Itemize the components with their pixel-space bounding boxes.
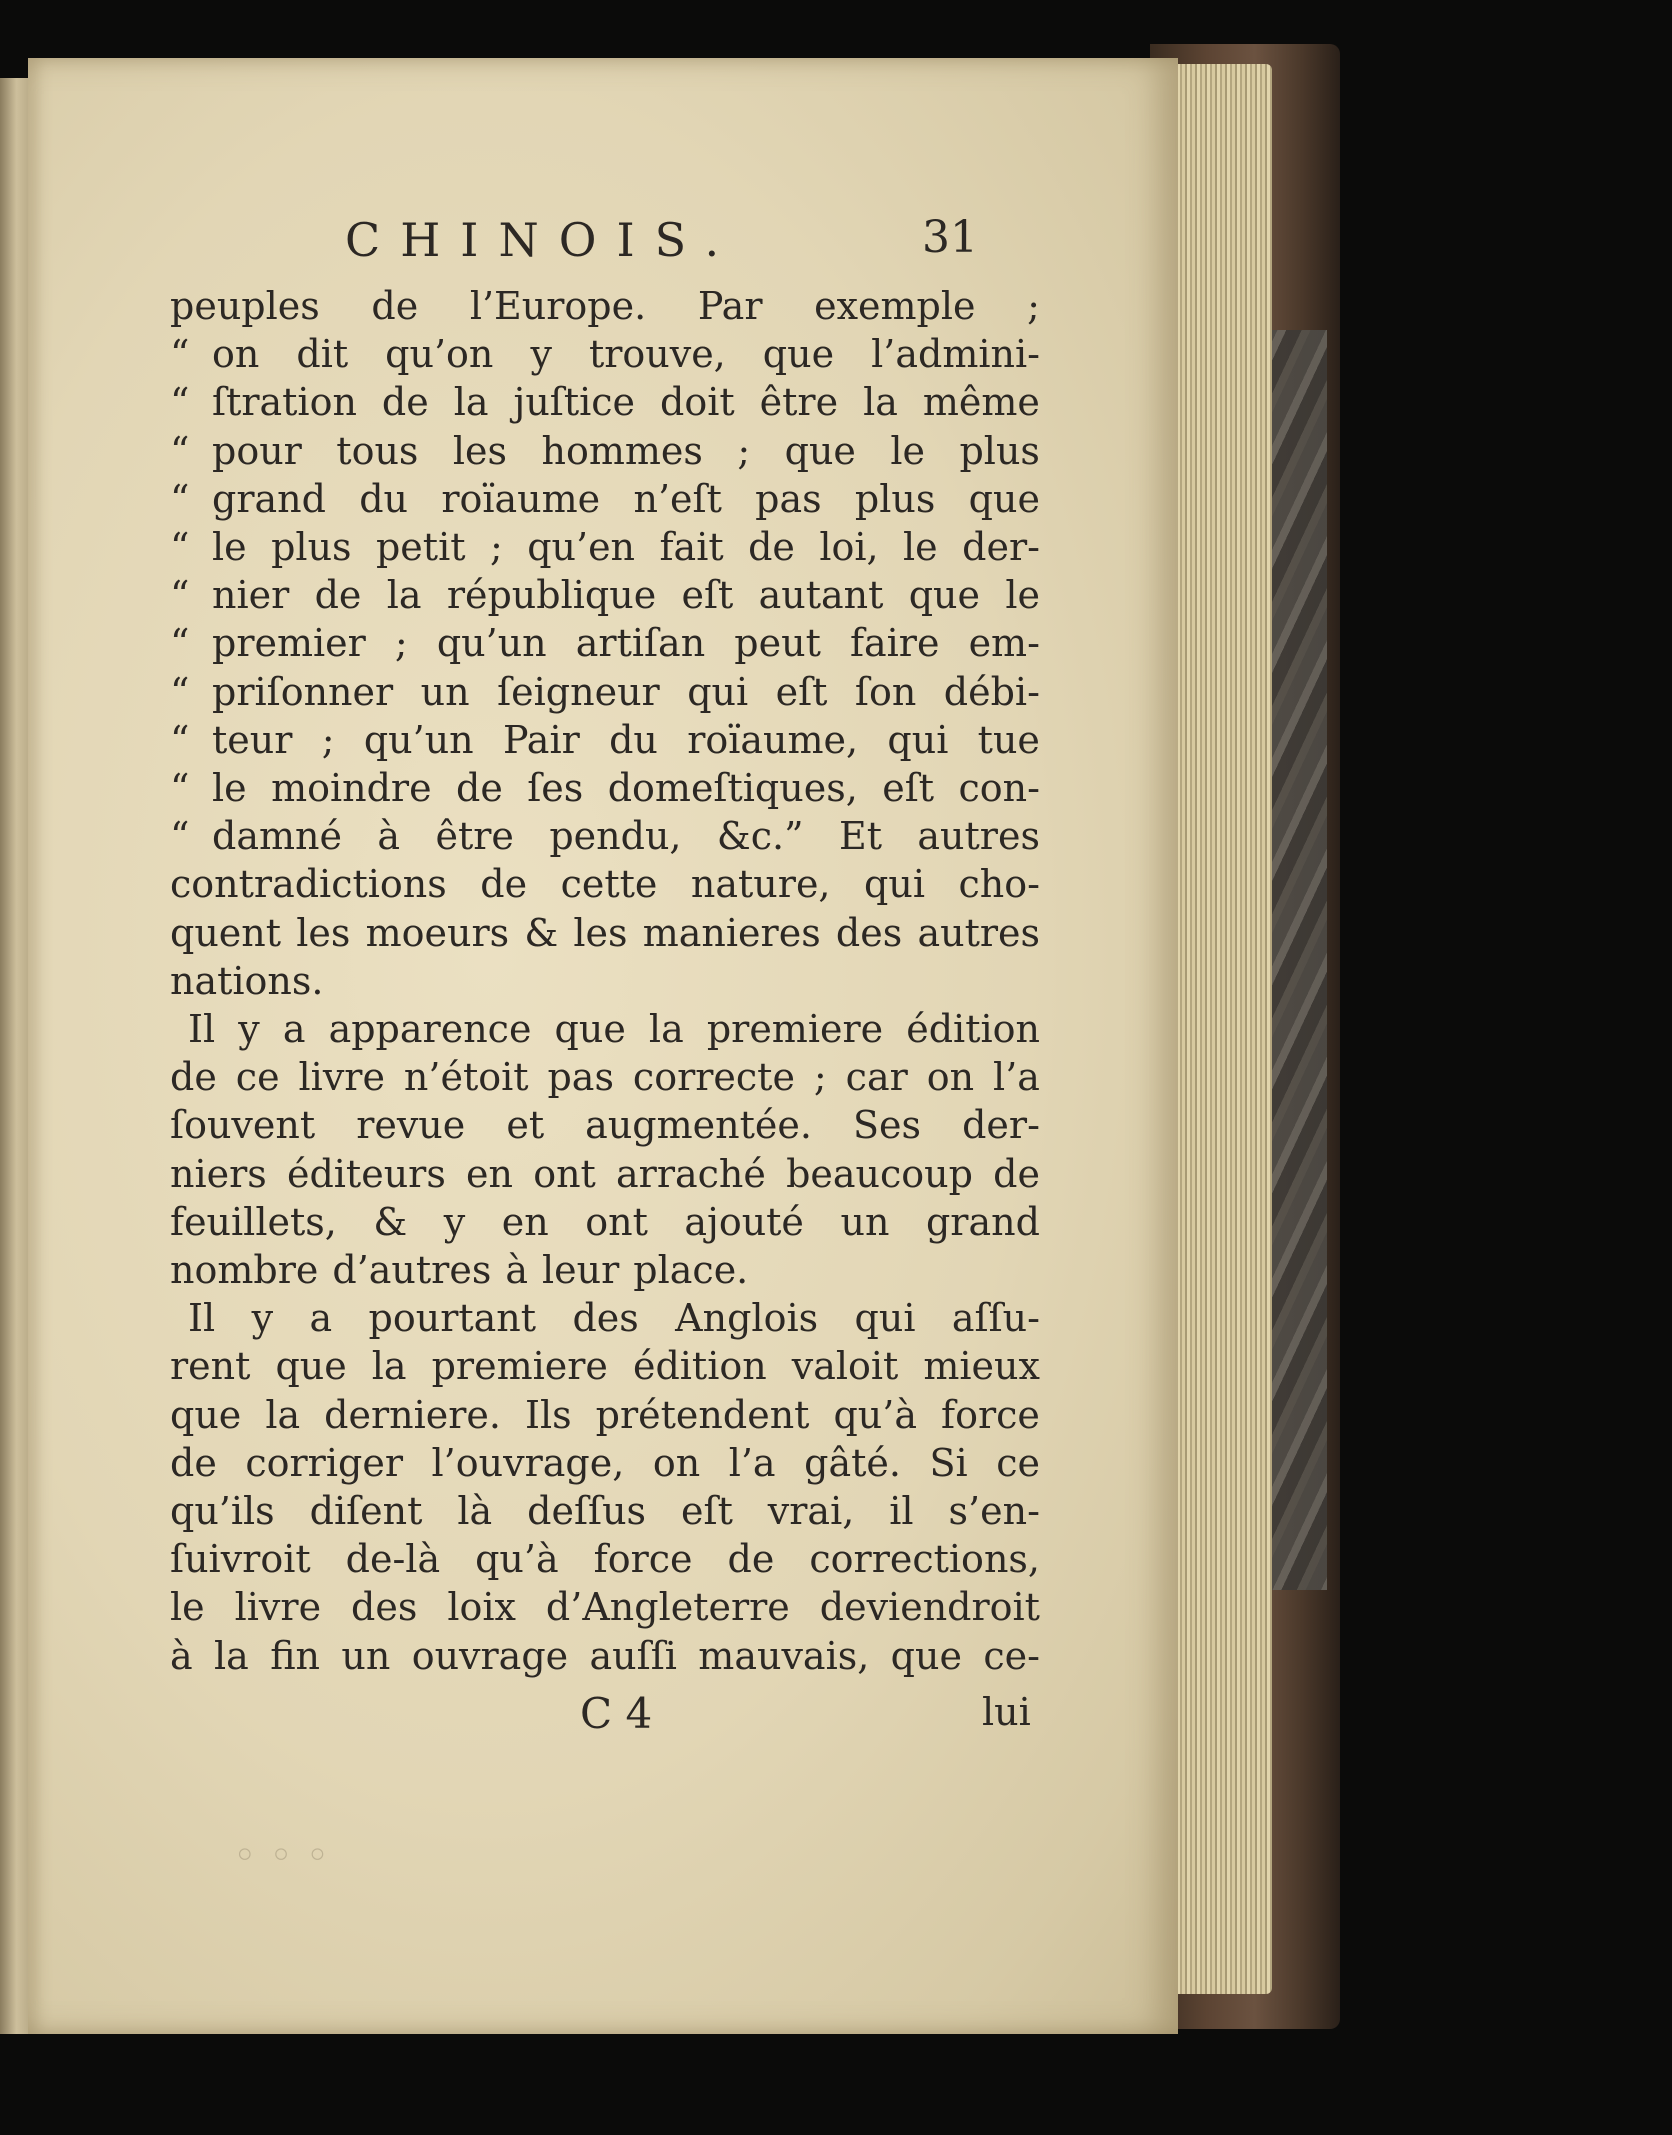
text-line [170,571,1040,619]
word: quent [170,910,282,955]
word: qu’on [385,332,494,377]
word: d’Angleterre [545,1585,790,1630]
word: de [480,862,528,907]
word: ce [235,1055,280,1100]
word: der- [962,525,1040,570]
word: livre [234,1585,322,1630]
word: ſes [527,766,584,811]
word: niers [170,1151,267,1196]
word: prétendent [595,1392,810,1437]
text-line [170,1198,1040,1246]
word: fait [659,525,724,570]
catchword: lui [982,1689,1031,1734]
word: la [648,1007,684,1052]
quotation-mark: “ [170,476,190,521]
word: pendu, [549,814,682,859]
word: juſtice [513,380,636,425]
word: édition [632,1344,767,1389]
word: Si [929,1440,968,1485]
word: l’admini- [871,332,1040,377]
word: la [265,1392,301,1437]
text-line [170,1535,1040,1583]
text-line [170,1632,1040,1680]
word: un [840,1199,890,1244]
word: eſt [775,669,828,714]
word: y [238,1007,260,1052]
word: on [212,332,260,377]
word: à [377,814,401,859]
word: livre [298,1055,385,1100]
word: la [371,1344,407,1389]
word: en [466,1151,513,1196]
word: ; [737,428,751,473]
text-line [170,668,1040,716]
word: de-là [345,1537,441,1582]
text-line [170,764,1040,812]
word: vrai, [767,1489,855,1534]
word: le [903,525,938,570]
word: eſt [681,1489,733,1534]
word: & [373,1199,408,1244]
word: pourtant [368,1296,537,1341]
quotation-mark: “ [170,621,190,666]
page-footer [170,1684,1040,1744]
word: qu’à [833,1392,918,1437]
text-line [170,1005,1040,1053]
word: Pair [502,717,580,762]
word: ſtration [212,380,357,425]
word: mauvais, [698,1633,870,1678]
word: premiere [706,1007,884,1052]
word: ; [321,717,335,762]
word: ce [996,1440,1040,1485]
word: nature, [690,862,831,907]
word: Anglois [675,1296,819,1341]
page-edges [1172,64,1272,1994]
text-line [170,1583,1040,1631]
word: il [889,1489,914,1534]
word: valoit [791,1344,899,1389]
quotation-mark: “ [170,380,190,425]
word: trouve, [588,332,726,377]
word: eſt [882,766,935,811]
word: un [341,1633,391,1678]
word: de [170,1440,217,1485]
word: petit [375,525,466,570]
word: beaucoup [786,1151,973,1196]
word: qu’un [436,621,547,666]
word: que [968,476,1040,521]
word: la [214,1633,249,1678]
word: qu’un [363,717,474,762]
word: Et [838,814,882,859]
word: l’a [728,1440,776,1485]
text-line [170,1246,1040,1294]
word: a [282,1007,306,1052]
word: plus [271,525,352,570]
word: ſon [854,669,917,714]
text-line [170,282,1040,330]
word: y [443,1199,466,1244]
word: débi- [943,669,1040,714]
word: qui [687,669,749,714]
show-through-text: ◦ ◦ ◦ [233,1833,330,1879]
word: de [314,573,362,618]
word: revue [356,1103,466,1148]
word: qu’à [475,1537,559,1582]
word: domeſtiques, [607,766,858,811]
quotation-mark: “ [170,717,190,762]
word: le [890,428,926,473]
word: fin [270,1633,321,1678]
word: loix [447,1585,516,1630]
word: que [784,428,856,473]
word: moeurs [365,910,510,955]
word: auſſi [589,1633,677,1678]
quotation-mark: “ [170,573,190,618]
word: nier [212,573,290,618]
word: premier [212,621,366,666]
word: on [926,1055,975,1100]
word: l’a [993,1055,1040,1100]
word: corrections, [809,1537,1040,1582]
word: un [420,669,470,714]
text-line [170,957,1040,1005]
text-line [170,475,1040,523]
word: Il [188,1007,216,1052]
word: diſent [309,1489,423,1534]
word: manieres [642,910,821,955]
word: autant [758,573,884,618]
word: de [170,1055,217,1100]
word: de [381,380,429,425]
word: le [170,1585,205,1630]
quotation-mark: “ [170,669,190,714]
word: artiſan [575,621,706,666]
text-line [170,1439,1040,1487]
page-text-block [170,208,1040,1744]
signature-mark: C 4 [580,1688,653,1738]
word: des [835,910,903,955]
word: ſuivroit [170,1537,311,1582]
text-line [170,1487,1040,1535]
word: de [993,1151,1040,1196]
word: cette [560,862,658,907]
word: la [453,380,489,425]
text-line [170,812,1040,860]
text-line [170,1342,1040,1390]
word: y [251,1296,274,1341]
word: que [908,573,981,618]
word: plus [854,476,936,521]
word: pas [547,1055,614,1100]
word: ſouvent [170,1103,316,1148]
text-line [170,909,1040,957]
word: s’en- [948,1489,1040,1534]
word: arraché [616,1151,766,1196]
word: peuples [170,284,320,328]
word: exemple [814,284,976,328]
quotation-mark: “ [170,332,190,377]
word: &c.” [716,814,804,859]
word: d’autres [332,1248,492,1293]
word: Ils [524,1392,572,1437]
word: roïaume [441,476,601,521]
word: pour [212,428,302,473]
word: ; [813,1055,827,1100]
word: le [1005,573,1040,618]
word: les [573,910,628,955]
word: deviendroit [819,1585,1040,1630]
word: ont [533,1151,596,1196]
word: que [275,1344,347,1389]
word: Il [188,1296,216,1341]
word: n’étoit [403,1055,529,1100]
text-line [170,1150,1040,1198]
word: doit [660,380,735,425]
word: car [845,1055,908,1100]
word: ce- [983,1633,1040,1678]
page-number: 31 [922,212,978,263]
text-line [170,427,1040,475]
word: mieux [923,1344,1040,1389]
word: apparence [328,1007,532,1052]
word: em- [968,621,1040,666]
word: république [446,573,657,618]
word: qui [854,1296,916,1341]
text-line [170,1391,1040,1439]
word: place. [633,1248,749,1293]
word: autres [917,814,1040,859]
page-header [170,208,1040,278]
quotation-mark: “ [170,766,190,811]
word: derniere. [324,1392,501,1437]
quotation-mark: “ [170,428,190,473]
word: la [863,380,898,425]
word: le [212,525,247,570]
word: feuillets, [170,1199,337,1244]
text-line [170,1101,1040,1149]
word: en [501,1199,549,1244]
word: & [524,910,559,955]
word: on [652,1440,701,1485]
word: ajouté [684,1199,804,1244]
word: le [212,766,247,811]
word: ont [585,1199,648,1244]
word: plus [959,428,1040,473]
word: des [351,1585,418,1630]
word: y [530,332,552,377]
text-line [170,860,1040,908]
word: de [456,766,503,811]
quotation-mark: “ [170,814,190,859]
word: faire [849,621,940,666]
word: édition [906,1007,1040,1052]
word: à [170,1633,193,1678]
text-line [170,378,1040,426]
word: rent [170,1344,251,1389]
word: Ses [853,1103,922,1148]
word: corriger [245,1440,403,1485]
word: même [922,380,1040,425]
word: à [505,1248,528,1293]
word: de [748,525,795,570]
word: dit [296,332,349,377]
text-line [170,1053,1040,1101]
word: grand [212,476,326,521]
book-page [28,58,1178,2034]
word: que [762,332,835,377]
word: être [435,814,514,859]
text-line [170,619,1040,667]
word: de [727,1537,775,1582]
word: qu’en [527,525,636,570]
word: éditeurs [286,1151,446,1196]
word: les [296,910,351,955]
word: grand [925,1199,1040,1244]
word: der- [962,1103,1040,1148]
word: tous [336,428,419,473]
word: damné [212,814,342,859]
word: roïaume, [687,717,859,762]
text-line [170,330,1040,378]
word: contradictions [170,862,447,907]
word: ouvrage [411,1633,569,1678]
word: teur [212,717,293,762]
word: là [457,1489,493,1534]
word: du [609,717,658,762]
word: des [572,1296,639,1341]
word: hommes [541,428,703,473]
word: ; [489,525,503,570]
word: force [593,1537,693,1582]
word: l’ouvrage, [431,1440,625,1485]
word: tue [977,717,1040,762]
word: l’Europe. [469,284,647,328]
word: nations. [170,958,324,1003]
word: force [941,1392,1040,1437]
word: que [890,1633,962,1678]
word: de [371,284,419,328]
word: peut [734,621,821,666]
word: que [170,1392,242,1437]
word: la [386,573,422,618]
facing-page-edge [0,78,30,2034]
word: n’eſt [633,476,722,521]
word: augmentée. [585,1103,812,1148]
word: ; [394,621,408,666]
word: a [309,1296,333,1341]
word: les [452,428,508,473]
body-text [170,282,1040,1680]
quotation-mark: “ [170,525,190,570]
word: Par [697,284,763,328]
word: qui [887,717,949,762]
word: que [554,1007,626,1052]
word: ſeigneur [497,669,660,714]
word: nombre [170,1248,319,1293]
word: cho- [958,862,1040,907]
word: qui [864,862,925,907]
text-line [170,1294,1040,1342]
word: loi, [819,525,879,570]
word: autres [917,910,1040,955]
word: eſt [681,573,734,618]
word: premiere [431,1344,608,1389]
text-line [170,523,1040,571]
word: correcte [632,1055,795,1100]
word: pas [755,476,822,521]
running-head: CHINOIS. [345,213,740,267]
word: leur [542,1248,620,1293]
text-line [170,716,1040,764]
word: moindre [271,766,432,811]
word: être [759,380,839,425]
word: du [359,476,409,521]
word: con- [958,766,1040,811]
word: ; [1027,284,1040,328]
word: priſonner [212,669,394,714]
word: deſſus [527,1489,647,1534]
word: gâté. [804,1440,901,1485]
word: et [506,1103,545,1148]
word: aſſu- [951,1296,1040,1341]
word: qu’ils [170,1489,275,1534]
